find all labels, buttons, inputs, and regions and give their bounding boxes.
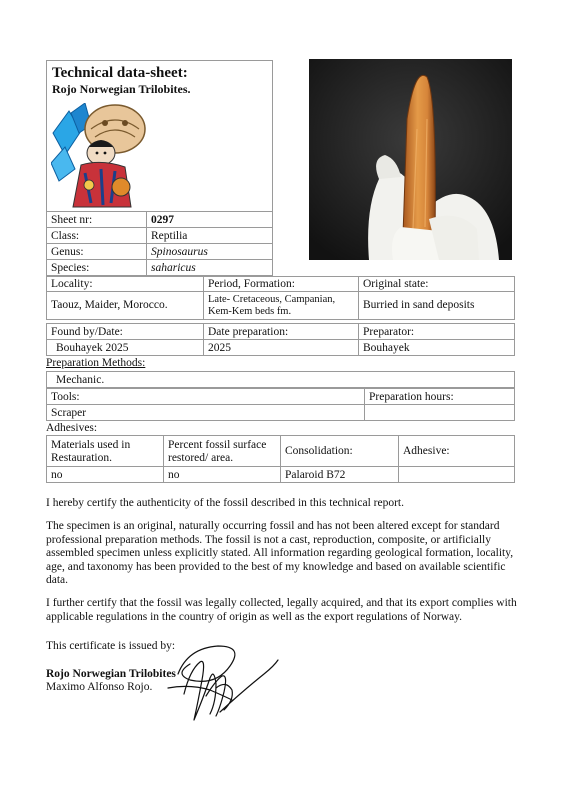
percent-restored-value: no [163,466,281,483]
preparation-hours-value [364,404,515,421]
adhesives-heading: Adhesives: [46,422,98,434]
certify-paragraph-2: The specimen is an original, naturally occurring fossil and has not been altered except for standard professional preparation methods. The fossil is not a cast, reproduction, composite, or artificially assembled specimen unless explicitly stated. All information regarding geological formation, locality, age, and taxonomy has been provided to the best of my knowledge and based on available scientific data. [46,520,514,587]
preparator-label: Preparator: [358,323,515,340]
spinosaurus-tooth-photo-icon [309,59,512,260]
species-value: saharicus [146,259,273,276]
locality-label: Locality: [46,276,204,292]
header-box [46,60,273,212]
issued-by-line: This certificate is issued by: [46,640,176,653]
date-preparation-label: Date preparation: [203,323,359,340]
period-label: Period, Formation: [203,276,359,292]
tools-label: Tools: [46,388,365,405]
found-by-value: Bouhayek 2025 [46,339,204,356]
adhesive-label: Adhesive: [398,435,515,467]
class-label: Class: [46,227,147,244]
genus-value: Spinosaurus [146,243,273,260]
preparation-heading: Preparation Methods: [46,357,146,369]
datasheet-title: Technical data-sheet: [52,65,188,81]
species-label: Species: [46,259,147,276]
consolidation-value: Palaroid B72 [280,466,399,483]
period-value: Late- Cretaceous, Campanian, Kem-Kem beds fm. [203,291,359,320]
class-value: Reptilia [146,227,273,244]
preparator-value: Bouhayek [358,339,515,356]
handwritten-signature-icon [160,640,285,726]
materials-value: no [46,466,164,483]
original-state-value: Burried in sand deposits [358,291,515,320]
certify-paragraph-3: I further certify that the fossil was legally collected, legally acquired, and that its export complies with applicable regulations in the country of origin as well as the export regulations of Norway. [46,597,517,623]
date-preparation-value: 2025 [203,339,359,356]
percent-restored-label: Percent fossil surface restored/ area. [163,435,281,467]
genus-label: Genus: [46,243,147,260]
samurai-trilobite-logo-icon [51,103,151,209]
company-subtitle: Rojo Norwegian Trilobites. [52,82,191,96]
found-by-label: Found by/Date: [46,323,204,340]
certify-paragraph-1: I hereby certify the authenticity of the fossil described in this technical report. [46,497,404,509]
preparation-method-value: Mechanic. [46,371,515,388]
preparation-hours-label: Preparation hours: [364,388,515,405]
consolidation-label: Consolidation: [280,435,399,467]
original-state-label: Original state: [358,276,515,292]
sheet-label: Sheet nr: [46,211,147,228]
sheet-value: 0297 [146,211,273,228]
issuer-company: Rojo Norwegian Trilobites [46,667,176,680]
locality-value: Taouz, Maider, Morocco. [46,291,204,320]
tools-value: Scraper [46,404,365,421]
adhesive-value [398,466,515,483]
issuer-person: Maximo Alfonso Rojo. [46,681,153,694]
materials-label: Materials used in Restauration. [46,435,164,467]
